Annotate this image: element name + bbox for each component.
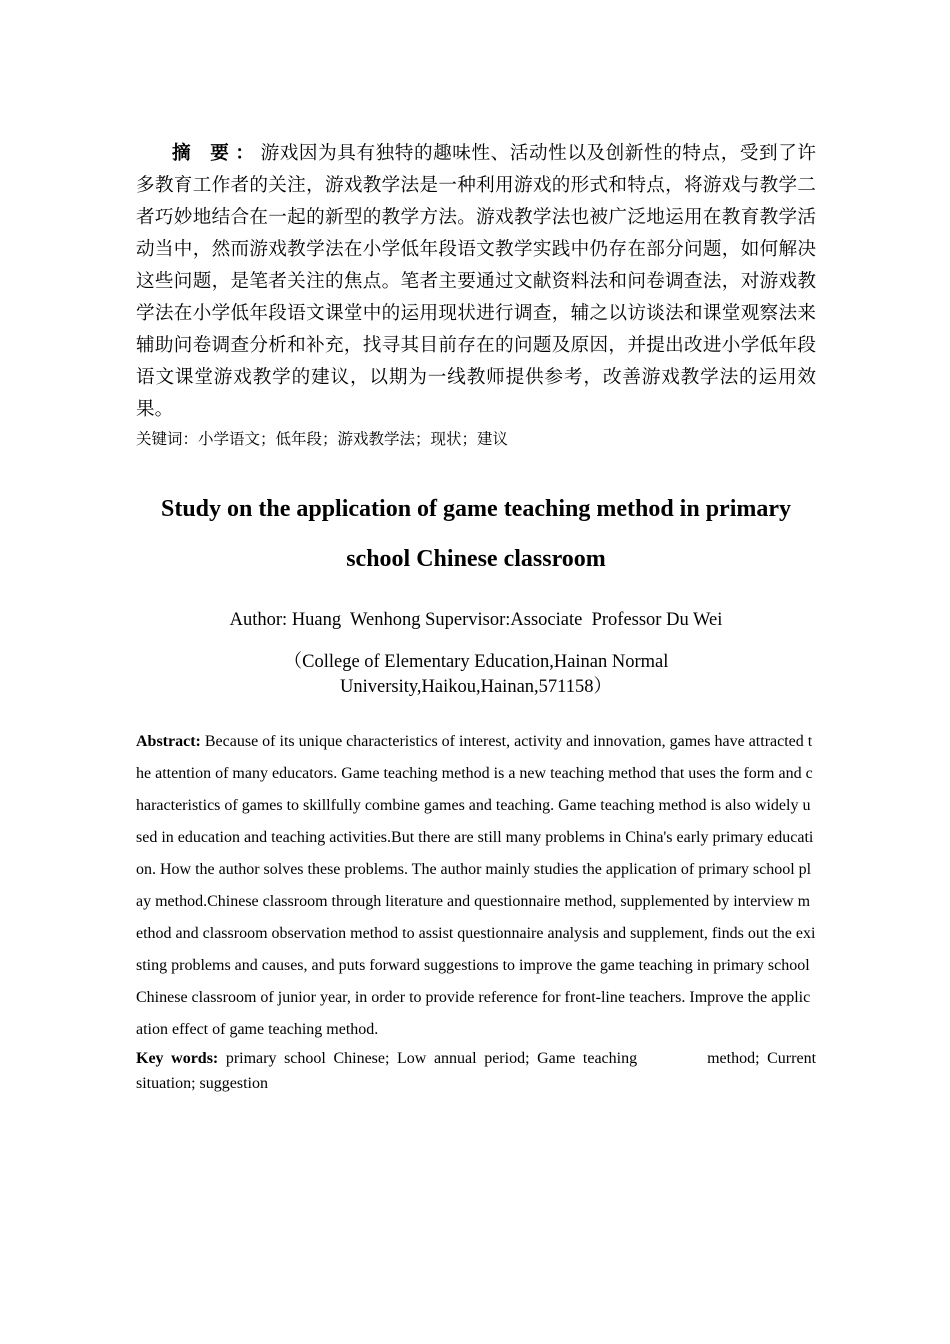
english-title-line-2: school Chinese classroom <box>346 546 606 572</box>
english-abstract-text: Because of its unique characteristics of interest, activity and innovation, games have attracted the attention of many educators. Game teaching method is a new teaching method that uses the form and characteristics of games to skillfully combine games and teaching. Game teaching method is also widely used in education and teaching activities.But there are still many problems in China's early primary education. How the author solves these problems. The author mainly studies the application of primary school play method.Chinese classroom through literature and questionnaire method, supplemented by interview method and classroom observation method to assist questionnaire analysis and supplement, finds out the existing problems and causes, and puts forward suggestions to improve the game teaching in primary school Chinese classroom of junior year, in order to provide reference for front-line teachers. Improve the application effect of game teaching method. <box>136 733 816 1038</box>
chinese-keywords <box>136 428 816 450</box>
english-keywords-label: Key words: <box>136 1050 219 1067</box>
chinese-keywords-text: 小学语文；低年段；游戏教学法；现状；建议 <box>198 430 509 448</box>
english-abstract-label: Abstract: <box>136 733 201 750</box>
document-page <box>136 138 816 1096</box>
chinese-abstract-text: 游戏因为具有独特的趣味性、活动性以及创新性的特点，受到了许多教育工作者的关注，游戏教学法是一种利用游戏的形式和特点，将游戏与教学二者巧妙地结合在一起的新型的教学方法。游戏教学法也被广泛地运用在教育教学活动当中，然而游戏教学法在小学低年段语文教学实践中仍存在部分问题，如何解决这些问题，是笔者关注的焦点。笔者主要通过文献资料法和问卷调查法，对游戏教学法在小学低年段语文课堂中的运用现状进行调查，辅之以访谈法和课堂观察法来辅助问卷调查分析和补充，找寻其目前存在的问题及原因，并提出改进小学低年段语文课堂游戏教学的建议，以期为一线教师提供参考，改善游戏教学法的运用效果。 <box>136 143 816 420</box>
english-keywords-text-2: method; Current situation; suggestion <box>136 1050 817 1092</box>
author-line: Author: Huang Wenhong Supervisor:Associate Professor Du Wei <box>229 610 723 630</box>
english-keywords-text-1: primary school Chinese; Low annual period; Game teaching <box>218 1050 638 1067</box>
chinese-abstract <box>136 138 816 426</box>
english-title-line-1: Study on the application of game teaching method in primary <box>160 496 792 522</box>
english-title <box>136 484 816 584</box>
english-abstract <box>136 726 816 1046</box>
chinese-abstract-label: 摘 要： <box>172 143 261 164</box>
chinese-keywords-label: 关键词： <box>136 430 199 448</box>
affiliation: （College of Elementary Education,Hainan Normal University,Haikou,Hainan,571158） <box>283 652 669 697</box>
english-keywords <box>136 1046 816 1096</box>
